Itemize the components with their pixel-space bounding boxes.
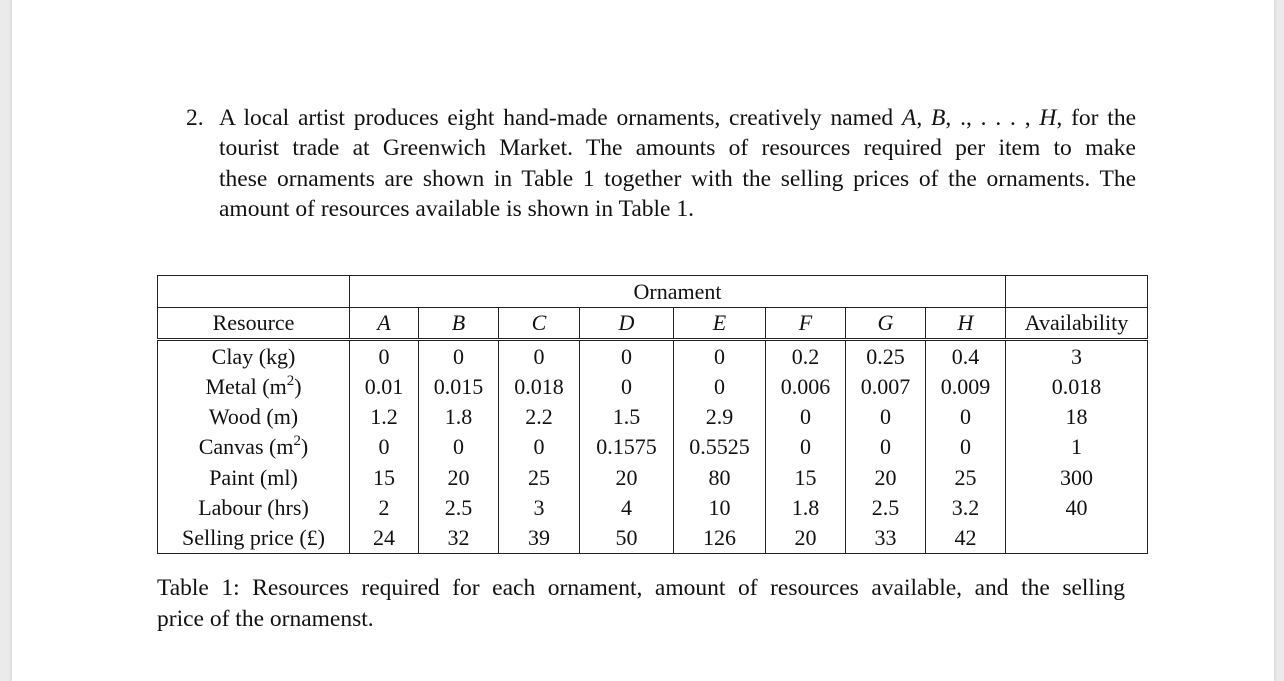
value-cell: 50 [580,522,674,553]
availability-cell: 0.018 [1006,371,1148,401]
value-cell: 0 [419,340,499,372]
value-cell: 3 [499,492,580,522]
value-cell: 0.2 [766,340,846,372]
empty-header-cell [1006,276,1148,308]
value-cell: 0 [926,432,1006,462]
resource-cell: Clay (kg) [158,340,350,372]
value-cell: 2 [350,492,419,522]
value-cell: 2.2 [499,402,580,432]
problem-body [219,103,1136,224]
value-cell: 0 [674,371,766,401]
resource-cell: Selling price (£) [158,522,350,553]
value-cell: 42 [926,522,1006,553]
problem-line: amount of resources available is shown in Table 1. [219,195,694,222]
value-cell: 0.25 [846,340,926,372]
value-cell: 32 [419,522,499,553]
value-cell: 1.8 [419,402,499,432]
value-cell: 2.5 [846,492,926,522]
table-caption [157,573,1125,634]
table-group-header-row [158,276,1148,308]
ornament-group-header: Ornament [350,276,1006,308]
value-cell: 20 [846,462,926,492]
value-cell: 0 [499,432,580,462]
table-row [158,492,1148,522]
problem-line: A local artist produces eight hand-made ornaments, creatively named A, B, ., . . . , H, for the [219,105,1137,131]
value-cell: 0.01 [350,371,419,401]
ornament-header: H [926,307,1006,340]
table-row [158,522,1148,553]
ornament-header: E [674,307,766,340]
problem-line: tourist trade at Greenwich Market. The amounts of resources required per item to make [219,135,1136,162]
value-cell: 1.5 [580,402,674,432]
value-cell: 20 [766,522,846,553]
value-cell: 20 [580,462,674,492]
value-cell: 0 [926,402,1006,432]
availability-cell [1006,522,1148,553]
value-cell: 0 [499,340,580,372]
table-row [158,462,1148,492]
ornament-header: C [499,307,580,340]
value-cell: 1.8 [766,492,846,522]
value-cell: 25 [926,462,1006,492]
ornament-header: F [766,307,846,340]
value-cell: 0 [350,432,419,462]
problem-statement [186,103,1136,224]
value-cell: 2.9 [674,402,766,432]
value-cell: 0.4 [926,340,1006,372]
availability-cell: 18 [1006,402,1148,432]
table-row [158,371,1148,401]
value-cell: 0.5525 [674,432,766,462]
value-cell: 0.018 [499,371,580,401]
value-cell: 0 [350,340,419,372]
value-cell: 126 [674,522,766,553]
ornament-header: A [350,307,419,340]
ornament-header: B [419,307,499,340]
value-cell: 4 [580,492,674,522]
value-cell: 80 [674,462,766,492]
value-cell: 0.009 [926,371,1006,401]
value-cell: 0 [419,432,499,462]
resource-cell: Paint (ml) [158,462,350,492]
value-cell: 0 [674,340,766,372]
problem-number: 2. [186,105,204,131]
ornament-header: D [580,307,674,340]
value-cell: 0 [846,402,926,432]
table-column-header-row [158,307,1148,340]
availability-cell: 40 [1006,492,1148,522]
resources-table [157,275,1148,554]
value-cell: 33 [846,522,926,553]
value-cell: 0 [766,432,846,462]
empty-header-cell [158,276,350,308]
value-cell: 15 [350,462,419,492]
ornament-header: G [846,307,926,340]
value-cell: 0.015 [419,371,499,401]
value-cell: 0.007 [846,371,926,401]
caption-line: Table 1: Resources required for each ornament, amount of resources available, and the selling [157,575,1125,601]
document-page [12,0,1274,681]
value-cell: 25 [499,462,580,492]
value-cell: 0 [580,340,674,372]
value-cell: 0.006 [766,371,846,401]
availability-cell: 1 [1006,432,1148,462]
resource-header: Resource [158,307,350,340]
value-cell: 2.5 [419,492,499,522]
value-cell: 10 [674,492,766,522]
resource-cell: Labour (hrs) [158,492,350,522]
caption-line: price of the ornamenst. [157,605,374,632]
table-row [158,340,1148,372]
value-cell: 1.2 [350,402,419,432]
value-cell: 39 [499,522,580,553]
availability-header: Availability [1006,307,1148,340]
value-cell: 20 [419,462,499,492]
value-cell: 0 [846,432,926,462]
value-cell: 24 [350,522,419,553]
value-cell: 0.1575 [580,432,674,462]
availability-cell: 300 [1006,462,1148,492]
problem-line: these ornaments are shown in Table 1 together with the selling prices of the ornaments. The [219,165,1136,192]
value-cell: 3.2 [926,492,1006,522]
availability-cell: 3 [1006,340,1148,372]
table-row [158,402,1148,432]
resource-cell: Wood (m) [158,402,350,432]
value-cell: 0 [766,402,846,432]
resource-cell: Metal $(m^2)$ [158,371,350,401]
value-cell: 0 [580,371,674,401]
value-cell: 15 [766,462,846,492]
resource-cell: Canvas $(m^2)$ [158,432,350,462]
table-row [158,432,1148,462]
